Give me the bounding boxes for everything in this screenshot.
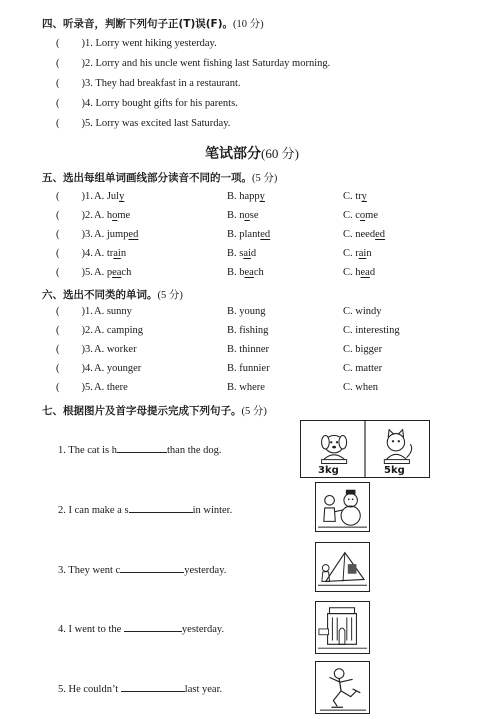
option-c[interactable]: C. come bbox=[343, 210, 378, 221]
section-6-points: (5 分) bbox=[157, 290, 183, 301]
option-b[interactable]: B. nose bbox=[227, 210, 259, 221]
section-4-heading bbox=[42, 16, 264, 31]
option-c[interactable]: C. windy bbox=[343, 306, 382, 317]
option-a[interactable]: A. camping bbox=[94, 325, 143, 336]
answer-blank[interactable] bbox=[120, 563, 184, 573]
option-b[interactable]: B. funnier bbox=[227, 363, 270, 374]
option-b[interactable]: B. fishing bbox=[227, 325, 269, 336]
answer-blank[interactable] bbox=[117, 443, 167, 453]
option-c[interactable]: C. needed bbox=[343, 229, 385, 240]
option-a[interactable]: A. younger bbox=[94, 363, 142, 374]
option-b[interactable]: B. beach bbox=[227, 267, 264, 278]
option-a[interactable]: A. peach bbox=[94, 267, 132, 278]
question-number: ( )4. bbox=[56, 248, 93, 259]
option-c[interactable]: C. when bbox=[343, 382, 378, 393]
option-a[interactable]: A. there bbox=[94, 382, 128, 393]
question-number: ( )4. bbox=[56, 363, 93, 374]
list-item: ( )2. Lorry and his uncle went fishing last Saturday morning. bbox=[56, 58, 331, 69]
question-number: ( )3. bbox=[56, 344, 93, 355]
option-c[interactable]: C. try bbox=[343, 191, 367, 202]
list-item: ( )3. They had breakfast in a restaurant. bbox=[56, 78, 241, 89]
option-b[interactable]: B. happy bbox=[227, 191, 265, 202]
section-5-points: (5 分) bbox=[252, 173, 278, 184]
answer-blank[interactable] bbox=[124, 622, 182, 632]
option-a[interactable]: A. jumped bbox=[94, 229, 139, 240]
question-1: 1. The cat is h than the dog. bbox=[58, 445, 222, 456]
section-5-title: 五、选出每组单词画线部分读音不同的一项。 bbox=[42, 172, 252, 184]
option-b[interactable]: B. where bbox=[227, 382, 265, 393]
section-6-heading bbox=[42, 287, 183, 302]
option-a[interactable]: A. train bbox=[94, 248, 127, 259]
option-c[interactable]: C. head bbox=[343, 267, 376, 278]
written-part-heading bbox=[205, 143, 299, 163]
dog-and-cat-scale-icon bbox=[300, 420, 430, 478]
written-part-points: (60 分) bbox=[261, 146, 299, 161]
option-a[interactable]: A. sunny bbox=[94, 306, 132, 317]
list-item: ( )5. Lorry was excited last Saturday. bbox=[56, 118, 231, 129]
list-item: ( )1. Lorry went hiking yesterday. bbox=[56, 38, 217, 49]
option-c[interactable]: C. bigger bbox=[343, 344, 383, 355]
weight-label-dog: 3kg bbox=[318, 465, 339, 476]
question-2: 2. I can make a s in winter. bbox=[58, 505, 233, 516]
question-5: 5. He couldn’t last year. bbox=[58, 684, 223, 695]
question-number: ( )1. bbox=[56, 191, 93, 202]
section-5-heading bbox=[42, 170, 277, 185]
question-number: ( )2. bbox=[56, 325, 93, 336]
camping-tent-icon bbox=[315, 542, 370, 592]
section-4-points: (10 分) bbox=[233, 19, 264, 30]
question-number: ( )3. bbox=[56, 229, 93, 240]
option-b[interactable]: B. said bbox=[227, 248, 257, 259]
option-b[interactable]: B. young bbox=[227, 306, 266, 317]
question-number: ( )2. bbox=[56, 210, 93, 221]
question-number: ( )5. bbox=[56, 382, 93, 393]
written-part-title: 笔试部分 bbox=[205, 146, 261, 162]
answer-blank[interactable] bbox=[121, 682, 185, 692]
option-c[interactable]: C. interesting bbox=[343, 325, 400, 336]
section-4-title: 四、听录音，判断下列句子正(T)误(F)。 bbox=[42, 18, 234, 30]
option-b[interactable]: B. thinner bbox=[227, 344, 269, 355]
snowman-icon bbox=[315, 482, 370, 532]
question-3: 3. They went c yesterday. bbox=[58, 565, 227, 576]
option-a[interactable]: A. worker bbox=[94, 344, 137, 355]
museum-building-icon bbox=[315, 601, 370, 654]
section-7-title: 七、根据图片及首字母提示完成下列句子。 bbox=[42, 405, 242, 417]
question-number: ( )5. bbox=[56, 267, 93, 278]
section-6-title: 六、选出不同类的单词。 bbox=[42, 289, 158, 301]
section-7-points: (5 分) bbox=[241, 406, 267, 417]
question-4: 4. I went to the yesterday. bbox=[58, 624, 225, 635]
weight-label-cat: 5kg bbox=[384, 465, 405, 476]
option-c[interactable]: C. matter bbox=[343, 363, 383, 374]
option-c[interactable]: C. rain bbox=[343, 248, 372, 259]
option-a[interactable]: A. home bbox=[94, 210, 131, 221]
question-number: ( )1. bbox=[56, 306, 93, 317]
section-7-heading bbox=[42, 403, 267, 418]
list-item: ( )4. Lorry bought gifts for his parents. bbox=[56, 98, 238, 109]
ice-skating-icon bbox=[315, 661, 370, 714]
option-b[interactable]: B. planted bbox=[227, 229, 271, 240]
option-a[interactable]: A. July bbox=[94, 191, 125, 202]
answer-blank[interactable] bbox=[129, 503, 193, 513]
